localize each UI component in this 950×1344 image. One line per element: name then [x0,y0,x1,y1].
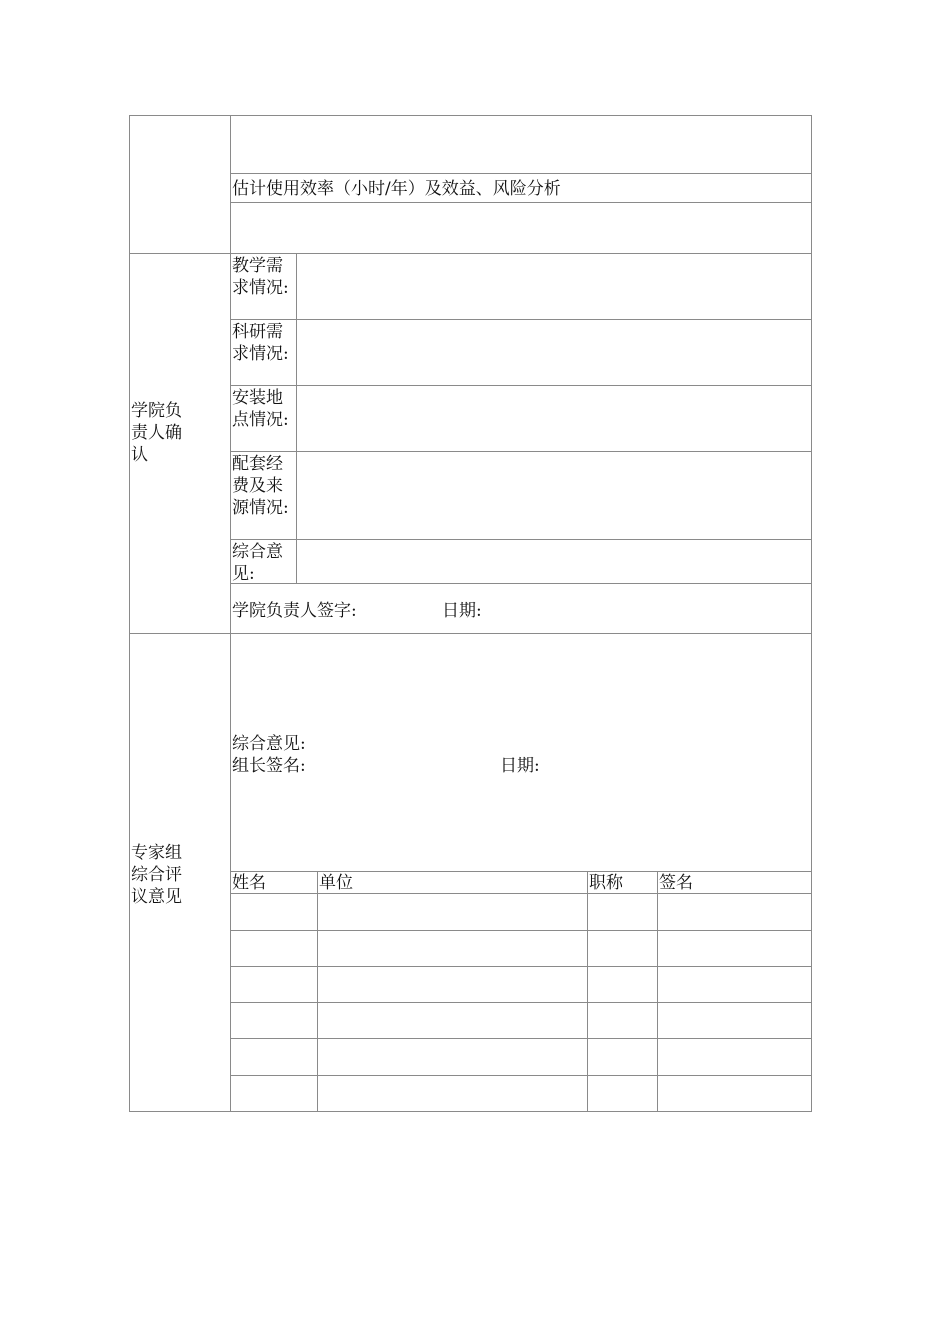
header-name: 姓名 [232,873,266,893]
header-signature: 签名 [659,873,693,893]
application-form [129,115,812,1112]
college-opinion-label: 综合意见: [232,542,283,584]
leader-sign-label: 组长签名: [232,756,306,776]
rule [230,202,812,203]
rule [317,871,318,1112]
expert-section-label: 专家组综合评议意见 [131,843,182,907]
rule [230,173,812,174]
college-signature-label: 学院负责人签字: [232,601,357,621]
rule [587,871,588,1112]
label-column-divider [296,253,297,583]
rule [230,451,812,452]
header-unit: 单位 [319,873,353,893]
teaching-need-label: 教学需求情况: [232,256,289,298]
funding-source-label: 配套经费及来源情况: [232,454,289,518]
rule [657,871,658,1112]
efficiency-label: 估计使用效率（小时/年）及效益、风险分析 [232,179,561,199]
install-site-label: 安装地点情况: [232,388,289,430]
expert-opinion-label: 综合意见: [232,734,306,754]
left-column-divider [230,115,231,1112]
rule [230,319,812,320]
rule [230,385,812,386]
research-need-label: 科研需求情况: [232,322,289,364]
rule [230,583,812,584]
college-section-label: 学院负责人确认 [131,401,182,465]
expert-date-label: 日期: [500,756,540,776]
college-date-label: 日期: [442,601,482,621]
header-title: 职称 [589,873,623,893]
section-divider [129,253,812,254]
section-divider [129,633,812,634]
rule [230,539,812,540]
